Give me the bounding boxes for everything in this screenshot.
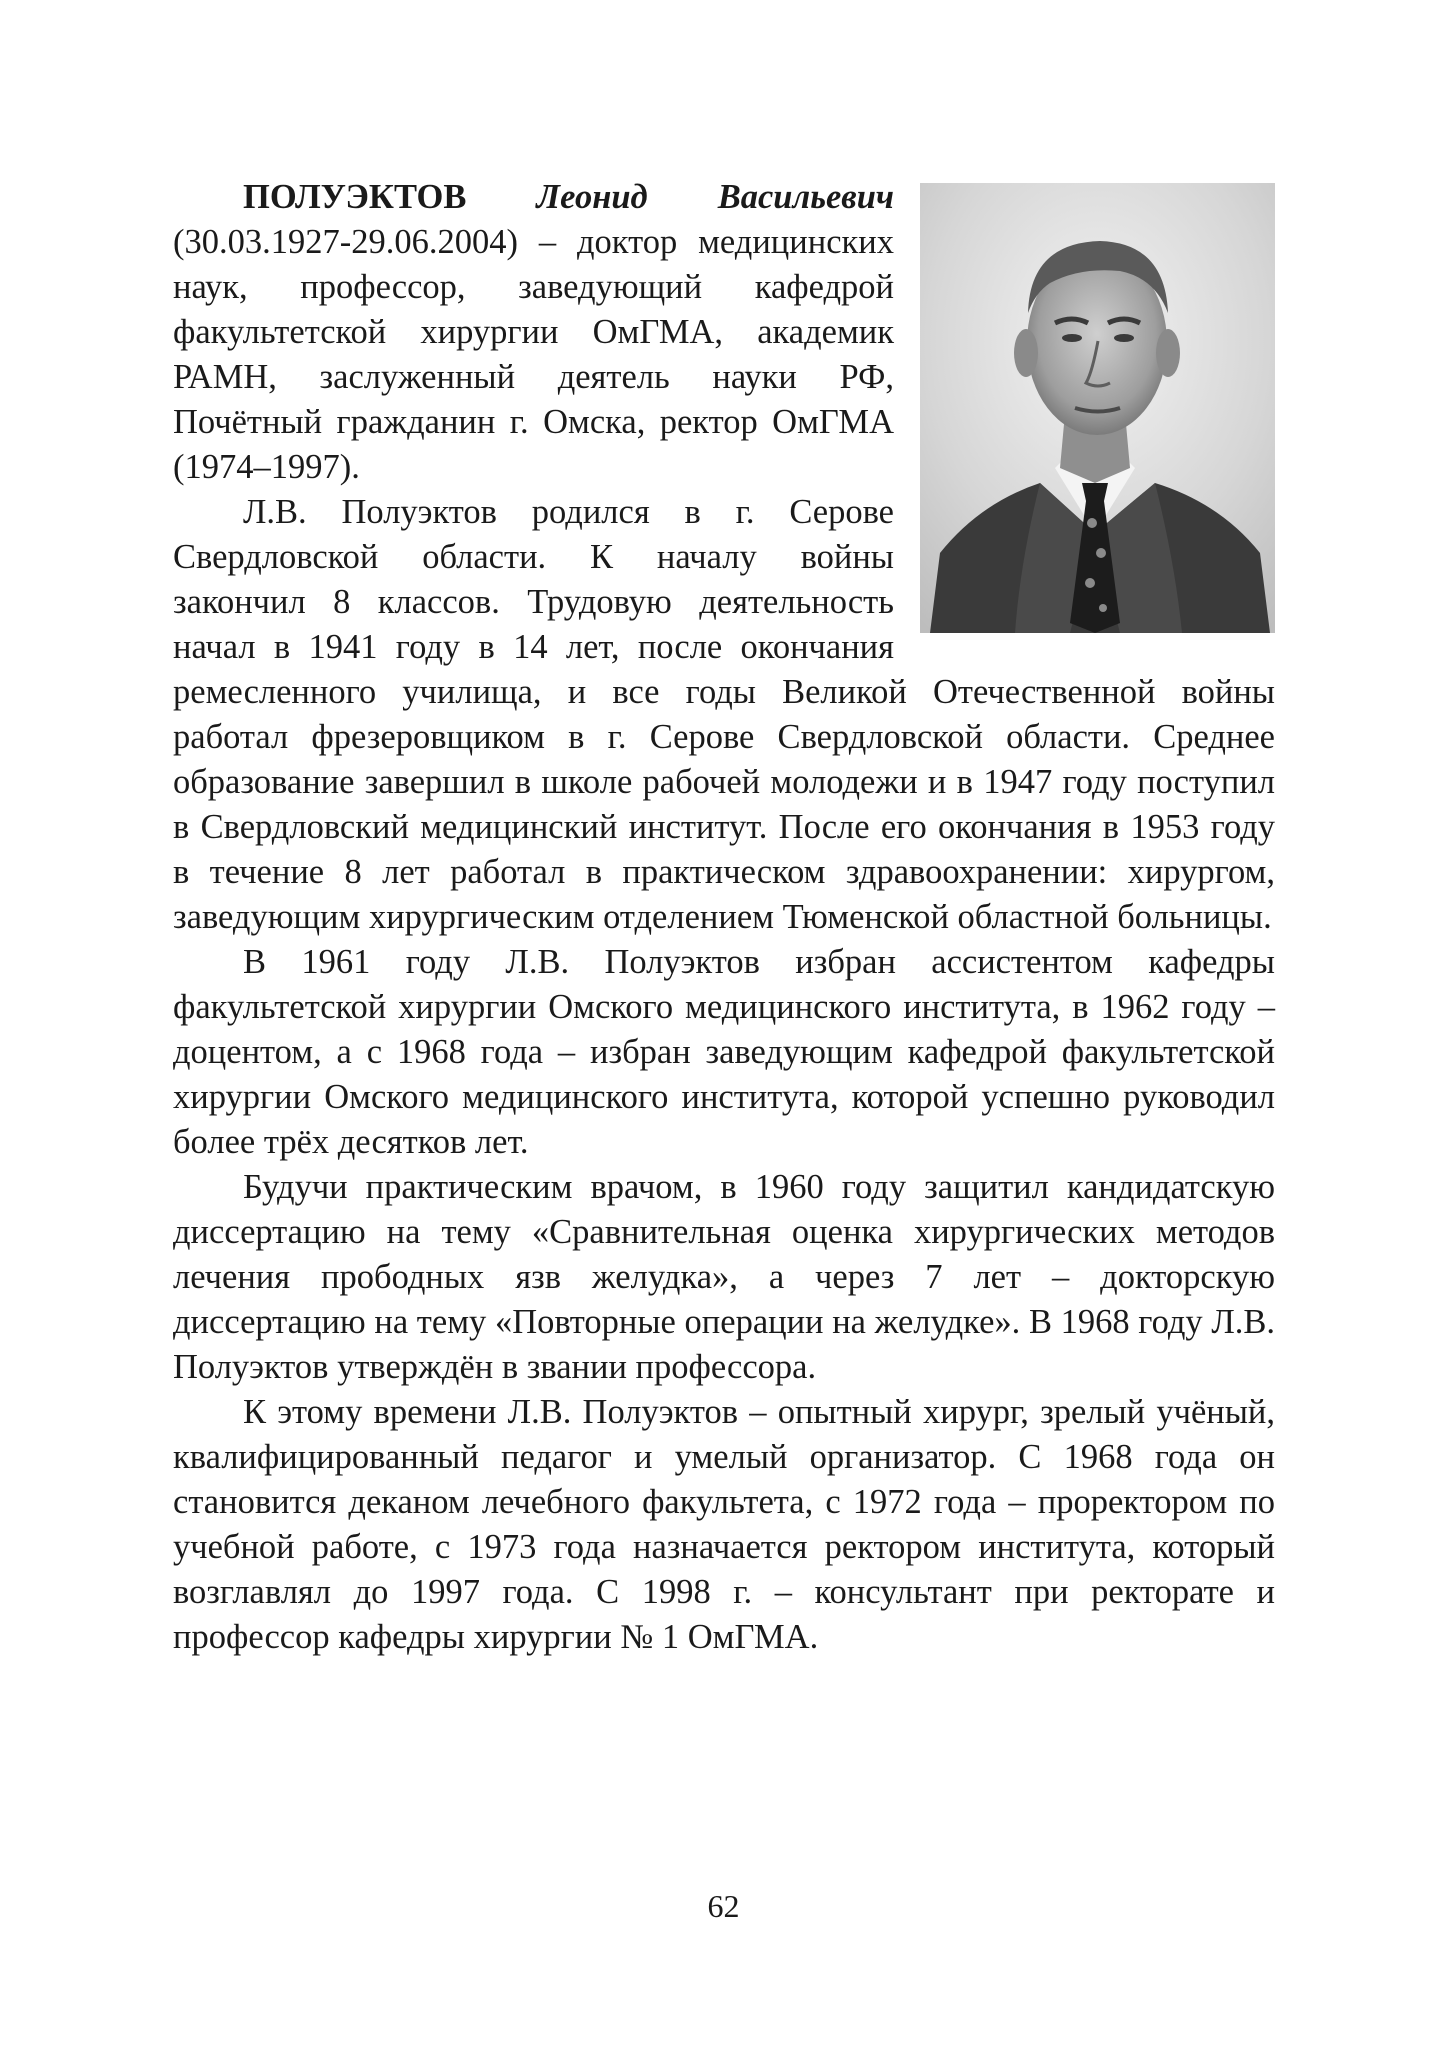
person-given-names: Леонид Васильевич [536,178,894,216]
paragraph-career-1961: В 1961 году Л.В. Полуэктов избран ассистентом кафедры факультетской хирургии Омского медицинского института, в 1962 году – доцентом, а с 1968 года – избран заведующим кафедрой факультетской хирургии Омского медицинского института, которой успешно руководил более трёх десятков лет. [173,943,1275,1161]
paragraph-rector: К этому времени Л.В. Полуэктов – опытный хирург, зрелый учёный, квалифицированный педагог и умелый организатор. С 1968 года он становится деканом лечебного факультета, с 1972 года – проректором по учебной работе, с 1973 года назначается ректором института, который возглавлял до 1997 года. С 1998 г. – консультант при ректорате и профессор кафедры хирургии № 1 ОмГМА. [173,1393,1275,1656]
portrait-photo [920,183,1275,633]
page-number: 62 [707,1888,740,1924]
paragraph-dissertations: Будучи практическим врачом, в 1960 году защитил кандидатскую диссертацию на тему «Сравнительная оценка хирургических методов лечения прободных язв желудка», а через 7 лет – докторскую диссертацию на тему «Повторные операции на желудке». В 1968 году Л.В. Полуэктов утверждён в звании профессора. [173,1168,1275,1386]
person-surname: ПОЛУЭКТОВ [243,178,467,216]
document-body [173,175,1275,1660]
bio-intro-text: (30.03.1927-29.06.2004) – доктор медицинских наук, профессор, заведующий кафедрой факультетской хирургии ОмГМА, академик РАМН, заслуженный деятель науки РФ, Почётный гражданин г. Омска, ректор ОмГМА (1974–1997). [173,223,894,486]
paragraph-early-life: Л.В. Полуэктов родился в г. Серове Свердловской области. К началу войны закончил 8 классов. Трудовую деятельность начал в 1941 году в 14 лет, после окончания ремесленного училища, и все годы Великой Отечественной войны работал фрезеровщиком в г. Серове Свердловской области. Среднее образование завершил в школе рабочей молодежи и в 1947 году поступил в Свердловский медицинский институт. После его окончания в 1953 году в течение 8 лет работал в практическом здравоохранении: хирургом, заведующим хирургическим отделением Тюменской областной больницы. [173,493,1275,936]
